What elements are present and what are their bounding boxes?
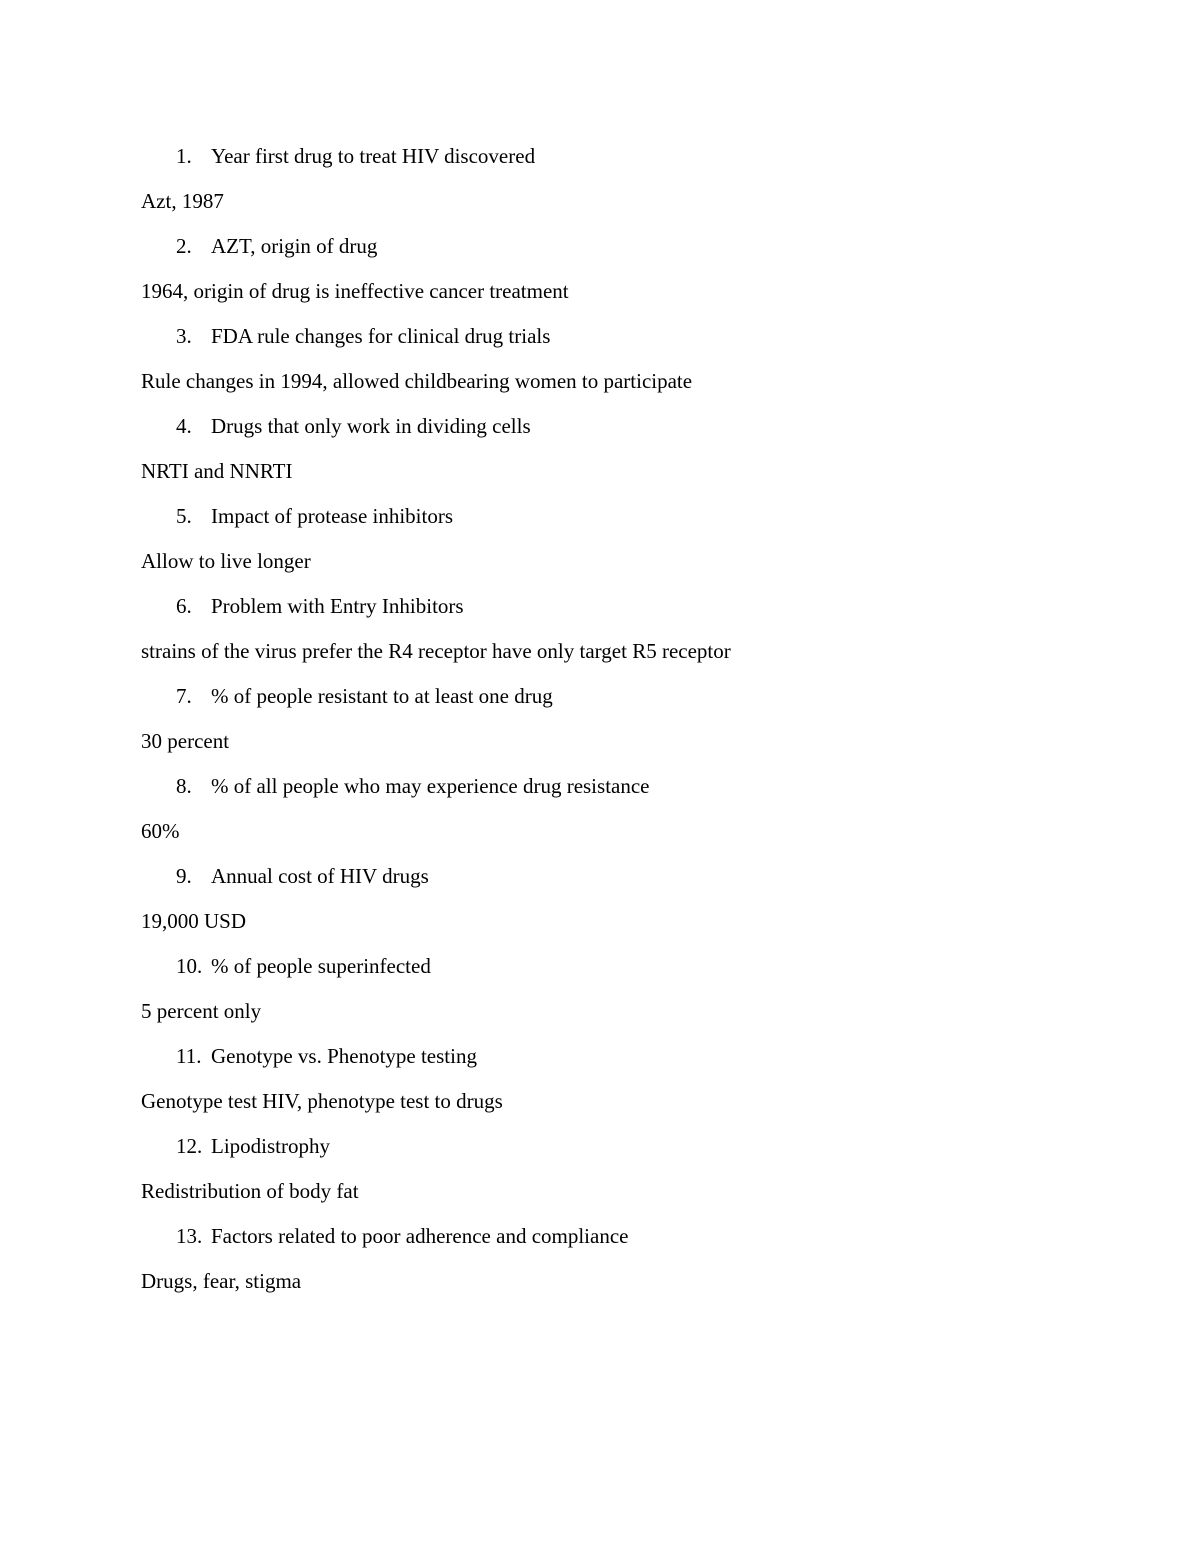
answer-7: 30 percent (141, 729, 230, 753)
question-text: Annual cost of HIV drugs (211, 864, 429, 888)
question-number: 9. (176, 864, 192, 888)
question-8 (141, 772, 1141, 800)
question-text: Impact of protease inhibitors (211, 504, 454, 528)
qa-list (141, 142, 1141, 1312)
question-number: 12. (176, 1134, 203, 1158)
question-number: 4. (176, 414, 192, 438)
question-text: FDA rule changes for clinical drug trials (211, 324, 551, 348)
answer-5: Allow to live longer (141, 549, 311, 573)
question-text: AZT, origin of drug (211, 234, 378, 258)
question-number: 2. (176, 234, 192, 258)
answer-2: 1964, origin of drug is ineffective cancer treatment (141, 279, 569, 303)
question-11 (141, 1042, 1141, 1070)
question-7 (141, 682, 1141, 710)
answer-11: Genotype test HIV, phenotype test to drugs (141, 1089, 503, 1113)
question-text: Year first drug to treat HIV discovered (211, 144, 536, 168)
question-text: % of all people who may experience drug resistance (211, 774, 650, 798)
question-2 (141, 232, 1141, 260)
answer-12: Redistribution of body fat (141, 1179, 359, 1203)
question-number: 8. (176, 774, 192, 798)
question-12 (141, 1132, 1141, 1160)
answer-9: 19,000 USD (141, 909, 247, 933)
answer-1: Azt, 1987 (141, 189, 224, 213)
answer-6: strains of the virus prefer the R4 receptor have only target R5 receptor (141, 639, 731, 663)
question-text: Lipodistrophy (211, 1134, 330, 1158)
question-number: 3. (176, 324, 192, 348)
question-10 (141, 952, 1141, 980)
question-4 (141, 412, 1141, 440)
question-number: 6. (176, 594, 192, 618)
question-text: Drugs that only work in dividing cells (211, 414, 531, 438)
question-number: 10. (176, 954, 203, 978)
question-text: % of people resistant to at least one drug (211, 684, 553, 708)
answer-3: Rule changes in 1994, allowed childbearing women to participate (141, 369, 693, 393)
question-text: Factors related to poor adherence and compliance (211, 1224, 629, 1248)
answer-4: NRTI and NNRTI (141, 459, 293, 483)
question-number: 11. (176, 1044, 202, 1068)
question-9 (141, 862, 1141, 890)
question-13 (141, 1222, 1141, 1250)
question-text: % of people superinfected (211, 954, 431, 978)
question-3 (141, 322, 1141, 350)
question-number: 7. (176, 684, 192, 708)
question-6 (141, 592, 1141, 620)
question-text: Problem with Entry Inhibitors (211, 594, 464, 618)
answer-10: 5 percent only (141, 999, 262, 1023)
question-text: Genotype vs. Phenotype testing (211, 1044, 477, 1068)
answer-13: Drugs, fear, stigma (141, 1269, 302, 1293)
question-1 (141, 142, 1141, 170)
question-number: 5. (176, 504, 192, 528)
question-number: 1. (176, 144, 192, 168)
question-number: 13. (176, 1224, 203, 1248)
question-5 (141, 502, 1141, 530)
answer-8: 60% (141, 819, 180, 843)
